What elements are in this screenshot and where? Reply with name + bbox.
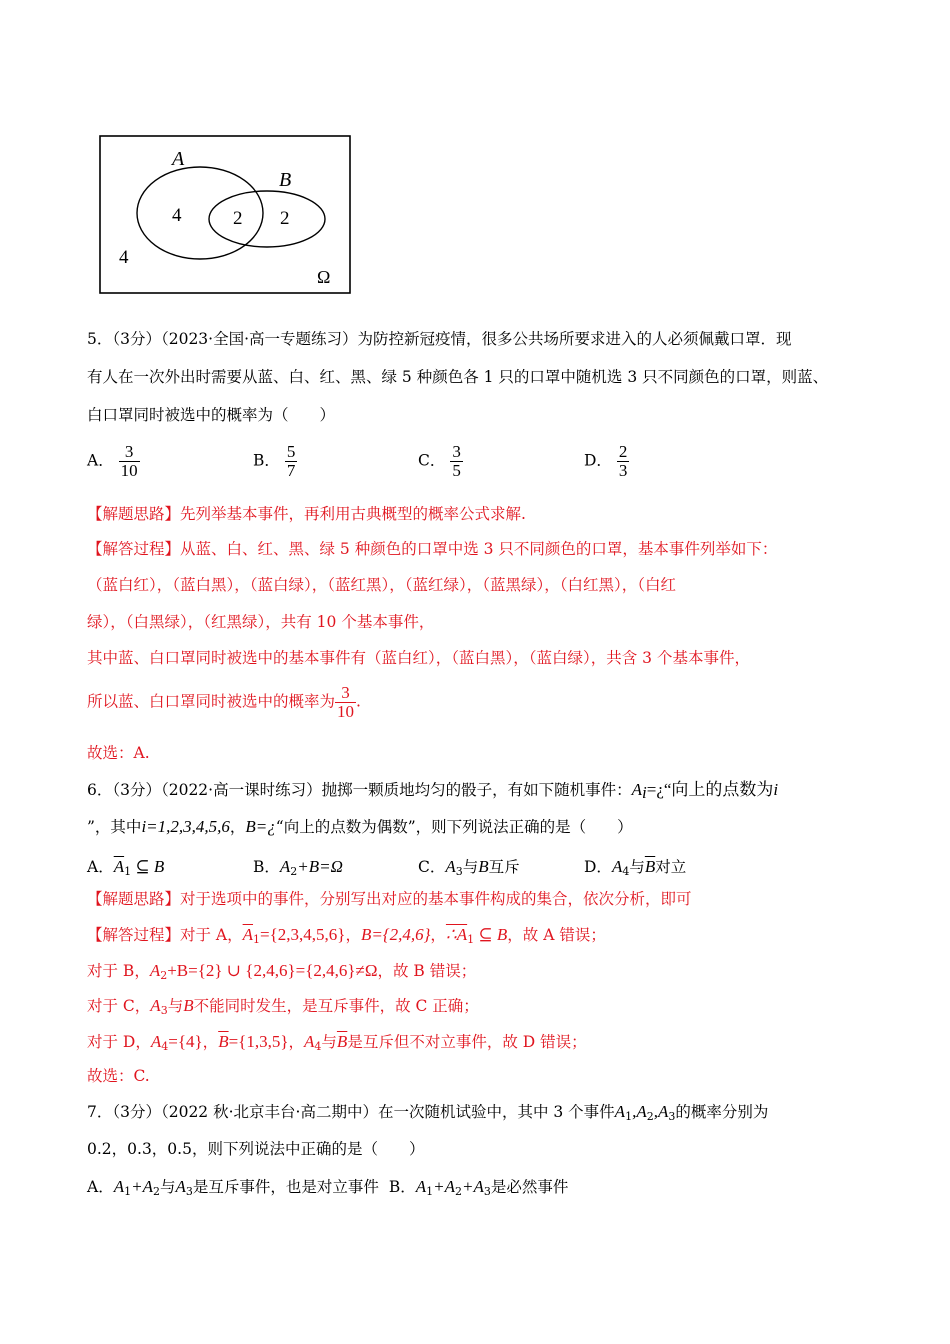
text: 的概率分别为: [675, 1103, 769, 1121]
text: 与: [167, 997, 184, 1015]
q6-option-d: [584, 855, 686, 878]
text: ，: [430, 926, 446, 944]
math: B={2,4,6}: [360, 925, 431, 944]
subscript: 3: [483, 1185, 491, 1198]
math: A: [113, 1177, 125, 1196]
math: A: [279, 857, 291, 876]
q6-solution-process-2: [87, 962, 476, 981]
text: 是必然事件: [490, 1178, 569, 1196]
denominator: 10: [337, 701, 355, 721]
denominator: 5: [452, 460, 461, 480]
math: $\overline{B}$: [644, 857, 656, 876]
q5-stem-line-3: 白口罩同时被选中的概率为（ ）: [87, 406, 336, 424]
option-label: B．: [388, 1178, 416, 1196]
q5-answer: 故选：A.: [87, 744, 150, 762]
option-label: D．: [584, 858, 612, 876]
subscript: 4: [161, 1040, 169, 1053]
q6-solution-process-1: [87, 926, 606, 945]
math: +A: [433, 1177, 456, 1196]
period: .: [356, 692, 361, 711]
text: 对于 D，: [87, 1033, 151, 1051]
subscript: 2: [152, 1185, 160, 1198]
subscript: i: [642, 783, 647, 802]
math: +A: [462, 1177, 484, 1196]
option-label: B．: [253, 451, 280, 470]
subscript: 2: [455, 1185, 463, 1198]
q6-solution-process-4: [87, 1033, 587, 1052]
fraction: [450, 443, 463, 480]
math: ={4}: [168, 1032, 203, 1051]
q6-option-c: [418, 855, 520, 878]
math: ,A: [653, 1102, 669, 1121]
option-label: A．: [87, 1178, 114, 1196]
math: A: [631, 780, 642, 799]
text: ，故 A 错误；: [507, 926, 606, 944]
fraction: [285, 443, 298, 480]
subscript: 1: [124, 1185, 132, 1198]
math: A: [614, 1102, 626, 1121]
q5-solution-process-2: （蓝白红），（蓝白黑），（蓝白绿），（蓝红黑），（蓝红绿），（蓝黑绿），（白红黑），（白红: [87, 576, 677, 594]
subscript: 4: [622, 865, 630, 878]
text: 7．（3分）（2022 秋·北京丰台·高二期中）在一次随机试验中，其中 3 个事件: [87, 1103, 615, 1121]
math: B: [478, 857, 489, 876]
q5-solution-process-5: [87, 684, 361, 721]
q7-options-line: [87, 1178, 568, 1197]
text: 【解答过程】对于 A，: [87, 926, 243, 944]
subscript: 1: [625, 1110, 633, 1123]
q5-stem-line-1: 5．（3分）（2023·全国·高一专题练习）为防控新冠疫情，很多公共场所要求进入的人必须佩戴口罩．现: [87, 330, 792, 348]
math: i=1,2,3,4,5,6: [141, 817, 230, 836]
denominator: 3: [618, 460, 628, 480]
q5-option-c: [418, 443, 463, 480]
text: 6．（3分）（2022·高一课时练习）抛掷一颗质地均匀的骰子，有如下随机事件：: [87, 781, 632, 799]
math: A: [445, 857, 456, 876]
text: 是互斥但不对立事件，故 D 错误；: [347, 1033, 587, 1051]
math: ⊆ B: [131, 857, 165, 876]
text: 不能同时发生，是互斥事件，故 C 正确；: [193, 997, 479, 1015]
math: A: [415, 1177, 427, 1196]
text: 与: [462, 858, 479, 876]
option-label: D．: [584, 451, 612, 470]
math: +B={2} ∪ {2,4,6}={2,4,6}≠Ω: [167, 961, 378, 980]
subscript: 2: [646, 1110, 654, 1123]
text: 与: [321, 1033, 337, 1051]
subscript: 3: [455, 865, 463, 878]
count-outside: 4: [119, 247, 129, 268]
omega-label: Ω: [317, 267, 331, 287]
q5-solution-process-1: 【解答过程】从蓝、白、红、黑、绿 5 种颜色的口罩中选 3 只不同颜色的口罩，基本事件列举如下：: [87, 540, 778, 558]
q6-solution-process-3: [87, 997, 479, 1016]
numerator: 2: [618, 442, 628, 461]
subscript: 3: [160, 1004, 168, 1017]
math: ={2,3,4,5,6}: [260, 925, 346, 944]
math: ⊆ B: [474, 925, 508, 944]
math: =¿“向上的点数为: [646, 780, 774, 799]
q6-stem-line-1: [87, 781, 778, 801]
fraction: [119, 443, 140, 480]
numerator: 3: [335, 684, 356, 703]
math: A: [150, 1032, 162, 1051]
math: A: [304, 1032, 315, 1051]
math: i: [773, 780, 779, 799]
subscript: 3: [668, 1110, 676, 1123]
text: 是互斥事件，也是对立事件: [192, 1178, 379, 1196]
text: 所以蓝、白口罩同时被选中的概率为: [87, 692, 336, 711]
subscript: 4: [314, 1040, 322, 1053]
numerator: 5: [286, 442, 296, 461]
option-label: C．: [418, 451, 446, 470]
subscript: 1: [426, 1185, 434, 1198]
set-b-ellipse: [209, 191, 325, 247]
math: A: [175, 1177, 186, 1196]
text: 与: [629, 858, 645, 876]
math: $\overline{B}$: [336, 1032, 348, 1051]
q6-option-a: [87, 855, 164, 878]
text: ，: [345, 926, 361, 944]
subscript: 3: [185, 1185, 193, 1198]
q7-option-b: [389, 1178, 569, 1196]
count-both: 2: [233, 208, 243, 229]
q5-option-b: [253, 443, 297, 480]
count-b-only: 2: [280, 208, 290, 229]
math: ={1,3,5}: [228, 1032, 289, 1051]
subscript: 2: [160, 969, 168, 982]
subscript: 1: [467, 933, 475, 946]
fraction: [617, 443, 630, 480]
q5-stem-line-2: 有人在一次外出时需要从蓝、白、红、黑、绿 5 种颜色各 1 只的口罩中随机选 3 只不同颜色的口罩，则蓝、: [87, 368, 829, 386]
text: ，: [288, 1033, 305, 1051]
text: ，: [229, 818, 246, 836]
set-b-label: B: [279, 169, 292, 191]
denominator: 10: [120, 460, 138, 480]
math: A: [611, 857, 623, 876]
subscript: 2: [290, 865, 298, 878]
text: 对立: [655, 858, 687, 876]
q5-option-d: [584, 443, 629, 480]
numerator: 3: [119, 443, 140, 462]
math: ,A: [632, 1102, 647, 1121]
option-label: A．: [87, 451, 114, 470]
numerator: 3: [452, 442, 461, 461]
text: “向上的点数为偶数”，则下列说法正确的是（ ）: [275, 818, 633, 836]
math: A: [150, 996, 161, 1015]
text: 对于 B，: [87, 962, 150, 980]
option-label: B．: [253, 858, 280, 876]
fraction: [335, 684, 356, 721]
denominator: 7: [286, 460, 296, 480]
text: 互斥: [488, 858, 520, 876]
math: A: [149, 961, 161, 980]
q6-stem-line-2: [87, 818, 633, 836]
math: ∴A: [445, 925, 468, 944]
q6-answer: 故选：C.: [87, 1067, 150, 1085]
q5-solution-idea: 【解题思路】先列举基本事件，再利用古典概型的概率公式求解.: [87, 505, 526, 523]
text: 与: [159, 1178, 176, 1196]
math: +B=Ω: [297, 857, 343, 876]
text: ，: [202, 1033, 219, 1051]
venn-diagram: [99, 134, 353, 296]
set-a-label: A: [172, 148, 185, 170]
subscript: 1: [124, 865, 132, 878]
math: $\overline{A}$: [113, 857, 125, 876]
math: $\overline{B}$: [218, 1032, 229, 1051]
math: B=¿: [245, 817, 276, 836]
count-a-only: 4: [172, 205, 182, 226]
math: $\overline{A}$: [242, 925, 254, 944]
q7-option-a: [87, 1178, 379, 1196]
text: 对于 C，: [87, 997, 151, 1015]
math: +A: [131, 1177, 153, 1196]
option-label: A．: [87, 858, 114, 876]
option-label: C．: [418, 858, 446, 876]
q6-option-b: [253, 855, 343, 878]
q7-stem-line-1: [87, 1103, 768, 1122]
q5-solution-process-4: 其中蓝、白口罩同时被选中的基本事件有（蓝白红），（蓝白黑），（蓝白绿），共含 3 个基本事件，: [87, 649, 750, 667]
q6-solution-idea: 【解题思路】对于选项中的事件，分别写出对应的基本事件构成的集合，依次分析，即可: [87, 890, 692, 908]
q7-stem-line-2: 0.2，0.3，0.5，则下列说法中正确的是（ ）: [87, 1140, 425, 1158]
q5-solution-process-3: 绿），（白黑绿），（红黑绿），共有 10 个基本事件，: [87, 613, 435, 631]
q5-option-a: [87, 443, 140, 480]
text: ，故 B 错误；: [377, 962, 477, 980]
text: ”，其中: [87, 818, 142, 836]
math: B: [183, 996, 194, 1015]
subscript: 1: [253, 933, 261, 946]
